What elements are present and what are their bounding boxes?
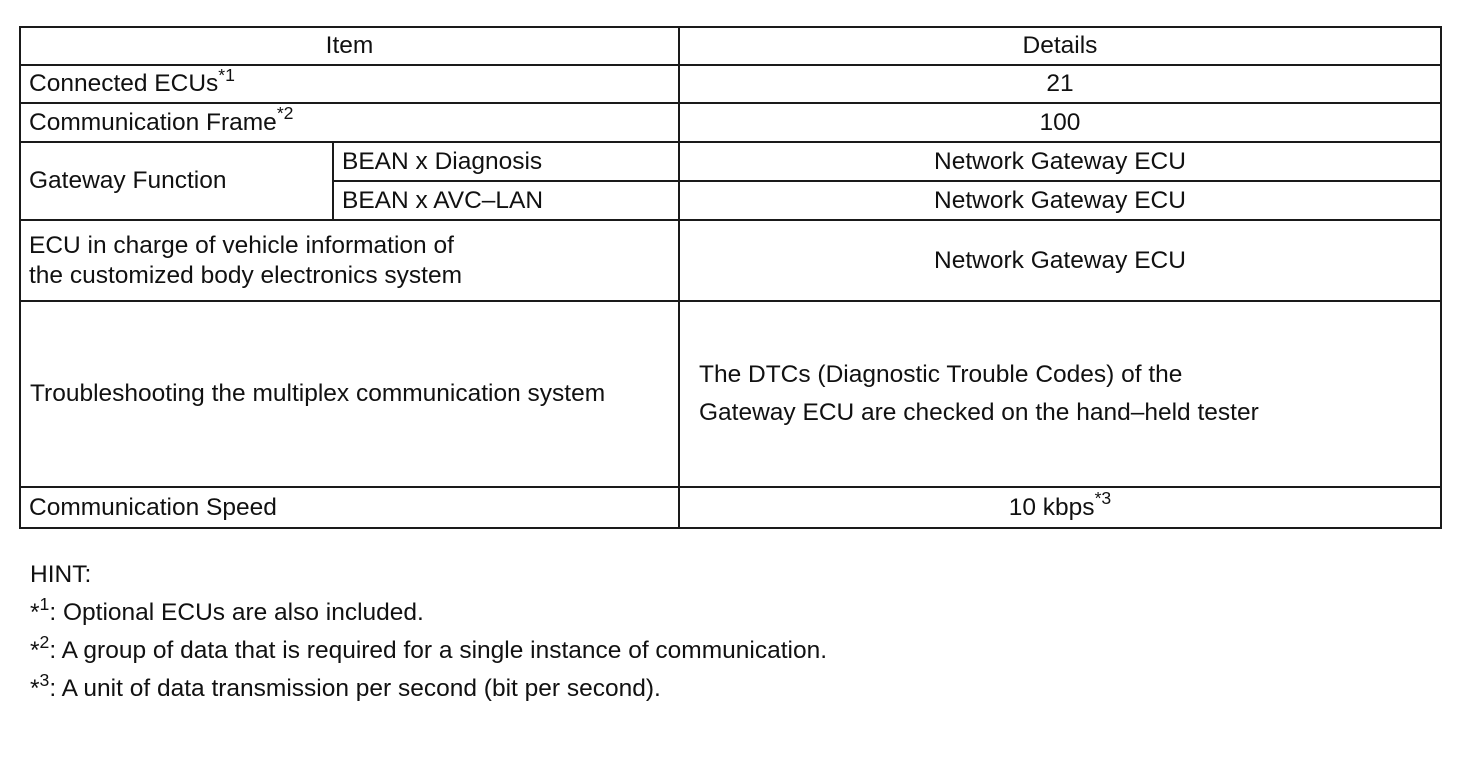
communication-frame-value: 100 [679,103,1441,142]
table-row [20,65,1441,103]
communication-speed-value [679,487,1441,528]
hint-note [30,594,827,632]
vehicle-info-ecu-label [20,220,679,301]
footnote-star: * [30,599,40,626]
label-line: the customized body electronics system [29,261,463,289]
table-row [20,301,1441,487]
header-item: Item [20,27,679,65]
hint-note-text: : A unit of data transmission per second (bit per second). [49,675,661,702]
hint-title: HINT: [30,561,92,588]
table-row [20,487,1441,528]
header-row [20,27,1441,65]
communication-speed-label: Communication Speed [20,487,679,528]
footnote-number: 1 [39,594,50,615]
troubleshooting-value [679,301,1441,487]
table-row [20,103,1441,142]
gateway-function-label: Gateway Function [20,142,333,220]
troubleshooting-label: Troubleshooting the multiplex communication system [20,301,679,487]
header-details: Details [679,27,1441,65]
vehicle-info-ecu-value: Network Gateway ECU [679,220,1441,301]
footnote-number: 2 [39,632,50,653]
hint-section [30,556,827,708]
row-label-text: Connected ECUs [29,70,219,98]
footnote-mark: *2 [276,103,294,124]
table-row [20,220,1441,301]
hint-note [30,632,827,670]
gateway-sub-label: BEAN x AVC–LAN [333,181,679,220]
footnote-star: * [30,675,40,702]
hint-note-text: : Optional ECUs are also included. [49,599,424,626]
connected-ecus-value: 21 [679,65,1441,103]
footnote-mark [30,632,50,664]
specification-table [19,26,1442,529]
value-line: Gateway ECU are checked on the hand–held tester [699,399,1259,426]
label-line: ECU in charge of vehicle information of [29,232,454,260]
gateway-sub-value: Network Gateway ECU [679,181,1441,220]
value-line: The DTCs (Diagnostic Trouble Codes) of the [699,361,1183,388]
footnote-mark: *3 [1094,488,1112,509]
hint-note [30,670,827,708]
connected-ecus-label [20,65,679,103]
gateway-sub-label: BEAN x Diagnosis [333,142,679,181]
footnote-star: * [30,637,40,664]
communication-frame-label [20,103,679,142]
footnote-mark [30,670,50,702]
footnote-mark [30,594,50,626]
footnote-number: 3 [39,670,50,691]
row-label-text: Communication Frame [29,108,277,136]
hint-note-text: : A group of data that is required for a single instance of communication. [49,637,828,664]
table-row [20,142,1441,181]
value-text: 10 kbps [1008,493,1095,521]
gateway-sub-value: Network Gateway ECU [679,142,1441,181]
footnote-mark: *1 [218,65,235,85]
